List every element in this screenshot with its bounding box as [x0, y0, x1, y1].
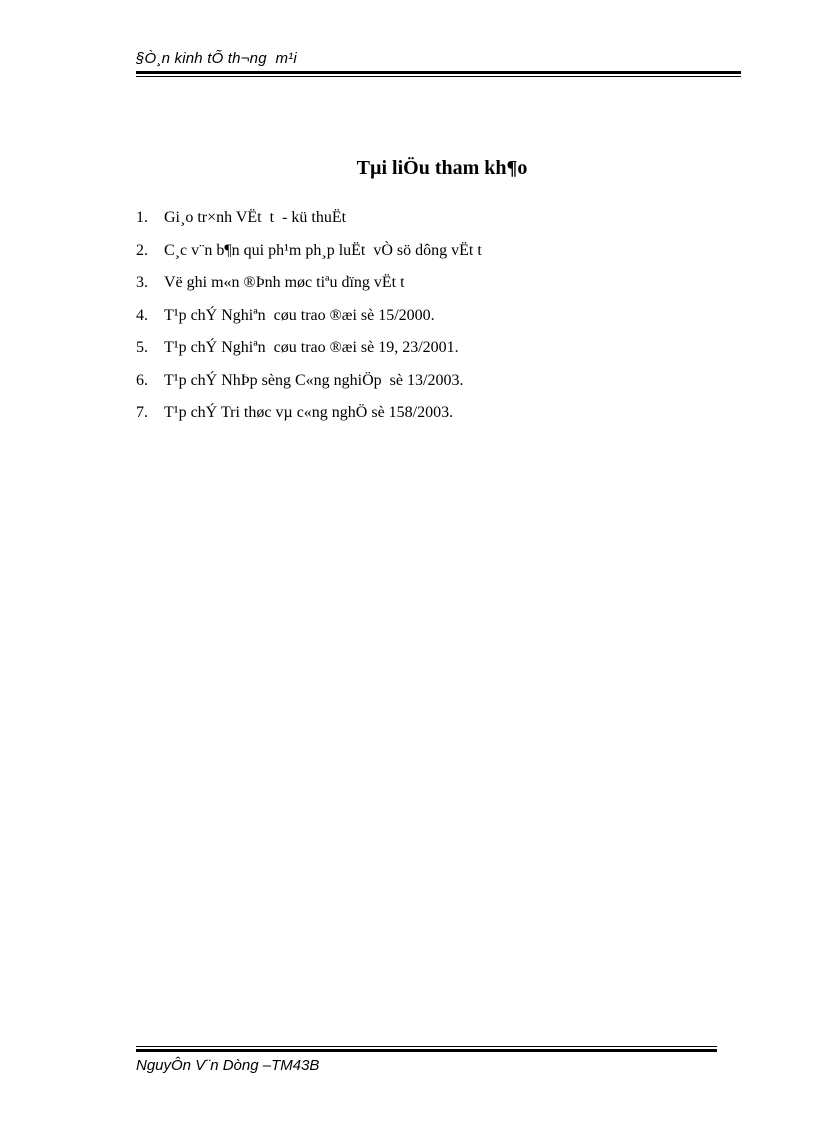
list-item-number: 5. [136, 339, 148, 356]
list-item-text: T¹p chÝ Nghiªn cøu trao ®æi sè 15/2000. [164, 306, 435, 324]
list-item [136, 240, 482, 273]
list-item [136, 207, 482, 240]
list-item-text: T¹p chÝ Tri thøc vµ c«ng nghÖ sè 158/2003. [164, 404, 454, 421]
list-item-number: 3. [136, 274, 148, 291]
list-item [136, 337, 482, 370]
list-item-text: Vë ghi m«n ®Þnh møc tiªu dïng vËt t [164, 274, 405, 291]
list-item [136, 402, 482, 435]
list-item-text: T¹p chÝ Nghiªn cøu trao ®æi sè 19, 23/2001. [164, 339, 459, 356]
list-item [136, 370, 482, 403]
list-item-number: 4. [136, 306, 148, 324]
list-item-text: C¸c v¨n b¶n qui ph¹m ph¸p luËt vÒ sö dông vËt t [164, 241, 482, 259]
list-item-number: 7. [136, 404, 148, 421]
list-item-text: T¹p chÝ NhÞp sèng C«ng nghiÖp sè 13/2003. [164, 371, 464, 389]
reference-list [136, 207, 482, 435]
list-item-number: 6. [136, 371, 148, 389]
page-footer: NguyÔn V¨n Dòng –TM43B [136, 1057, 320, 1074]
list-item-number: 2. [136, 241, 148, 259]
list-item-text: Gi¸o tr×nh VËt t - kü thuËt [164, 209, 347, 226]
header-rule-thick [136, 71, 741, 74]
list-item [136, 272, 482, 305]
footer-rule-thick [136, 1049, 717, 1052]
footer-rule-thin [136, 1046, 717, 1047]
list-item-number: 1. [136, 209, 148, 226]
page-header: §Ò¸n kinh tÕ th¬ng m¹i [136, 50, 297, 67]
page-title: Tµi liÖu tham kh¶o [356, 157, 528, 179]
header-rule-thin [136, 76, 741, 77]
list-item [136, 305, 482, 338]
